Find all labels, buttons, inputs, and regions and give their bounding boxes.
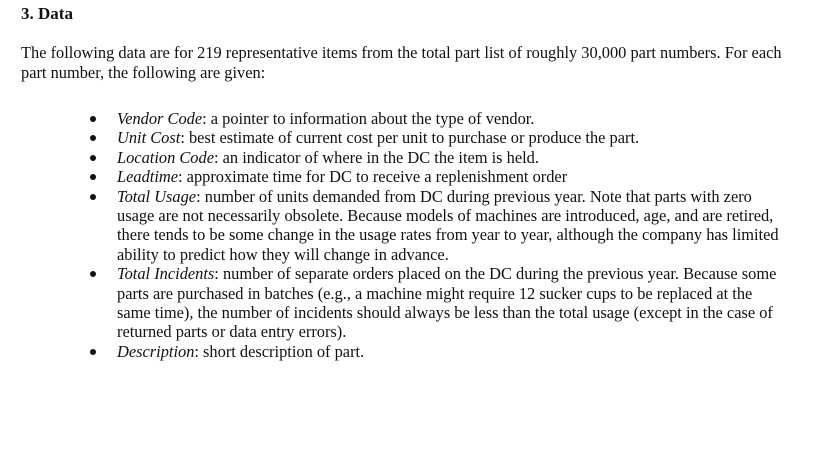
field-item-total-usage: [0, 187, 820, 265]
field-description: : approximate time for DC to receive a replenishment order: [178, 167, 568, 187]
field-item-location-code: [0, 148, 820, 167]
field-term: Leadtime: [117, 167, 179, 187]
field-term: Description: [117, 341, 195, 361]
section-heading: 3. Data: [21, 4, 73, 23]
bullet-icon: [90, 116, 96, 122]
field-description: : best estimate of current cost per unit to purchase or produce the part.: [180, 128, 640, 148]
field-term: Unit Cost: [117, 128, 181, 148]
intro-paragraph: The following data are for 219 representative items from the total part list of roughly 30,000 part numbers. For each part number, the following are given:: [21, 43, 782, 82]
bullet-icon: [90, 271, 96, 277]
bullet-icon: [90, 135, 96, 141]
field-term: Vendor Code: [117, 109, 203, 128]
bullet-icon: [90, 155, 96, 161]
field-description: : a pointer to information about the type of vendor.: [202, 109, 535, 128]
field-term: Total Usage: [117, 186, 197, 206]
bullet-icon: [90, 349, 96, 355]
field-item-leadtime: [0, 167, 820, 186]
bullet-icon: [90, 174, 96, 180]
field-list: [0, 109, 820, 361]
field-description: : short description of part.: [194, 341, 365, 361]
field-term: Total Incidents: [117, 264, 215, 284]
field-description: : number of units demanded from DC during previous year. Note that parts with zero usage are not necessarily obsolete. Because models of machines are introduced, age, and are retired, there tends to be some change in the usage rates from year to year, although the company has limited ability to predict how they will change in advance.: [117, 186, 779, 264]
field-term: Location Code: [117, 147, 214, 167]
field-item-vendor-code: [0, 109, 820, 128]
field-item-total-incidents: [0, 264, 820, 342]
field-item-unit-cost: [0, 128, 820, 147]
field-description: : number of separate orders placed on the DC during the previous year. Because some parts are purchased in batches (e.g., a machine might require 12 sucker cups to be replaced at the same time), the number of incidents should always be less than the total usage (except in the case of returned parts or data entry errors).: [117, 264, 777, 342]
field-item-description: [0, 342, 820, 361]
field-description: : an indicator of where in the DC the item is held.: [213, 147, 539, 167]
bullet-icon: [90, 194, 96, 200]
